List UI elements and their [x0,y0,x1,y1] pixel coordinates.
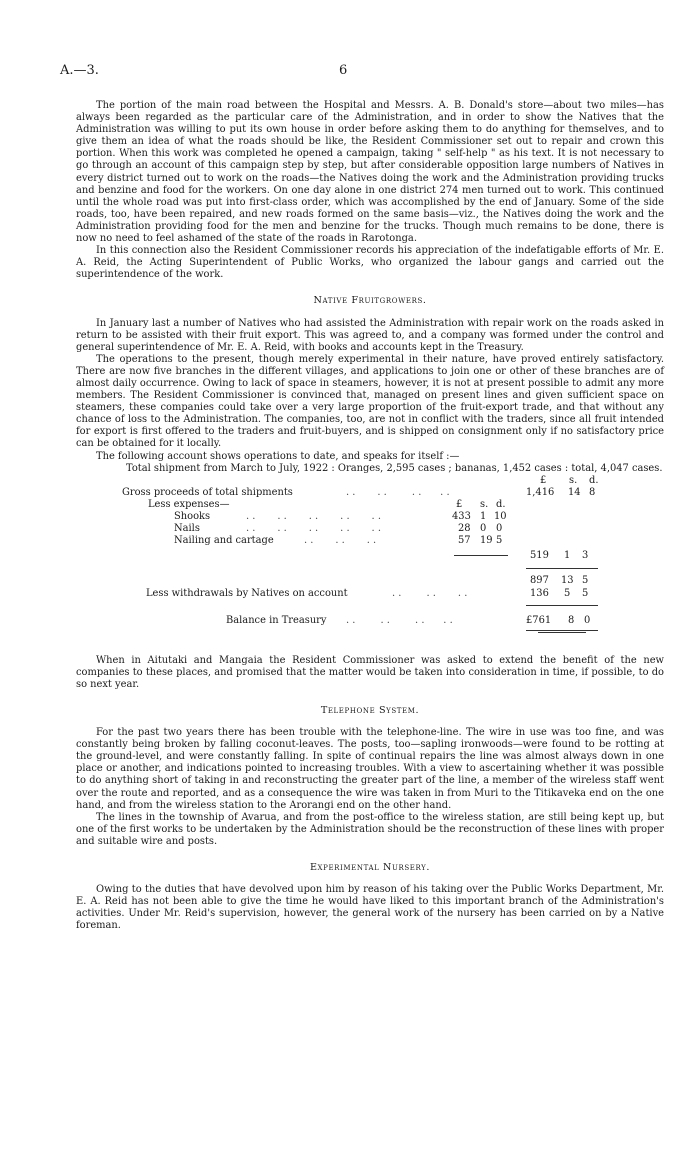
col-header-shillings: s. [569,474,578,486]
balance-double-rule-1 [526,630,598,631]
paragraph: The operations to the present, though merely experimental in their nature, have proved entirely satisfactory. There are now five branches in the different villages, and applications to join one or other of these branches are of almost daily occurrence. Owing to lack of space in steamers, however, it is not at present possible to admit any more members. The Resident Commissioner is convinced that, managed on present lines and given sufficient space on steamers, these companies could take over a very large proportion of the fruit-export trade, and that without any chance of loss to the Administration. The companies, too, are not in conflict with the traders, since all fruit intended for export is first offered to the traders and fruit-buyers, and is shipped on consignment only if no satisfactory price can be obtained for it locally. [76,353,664,450]
paragraph: For the past two years there has been trouble with the telephone-line. The wire in use was too fine, and was constantly being broken by falling coconut-leaves. The posts, too—sapling ironwoods—were found to be rotting at the ground-level, and were constantly falling. In spite of continual repairs the line was almost always down in one place or another, and indications pointed to increasing troubles. With a view to ascertaining whether it was possible to do anything short of taking in and reconstructing the greater part of the line, a member of the wireless staff went over the route and reported, and as a consequence the wire was taken in from Muri to the Titikaveka end on the one hand, and from the wireless station to the Arorangi end on the other hand. [76,727,664,811]
expense-row: Nails . . . . . . . . . . 28 0 0 [174,522,503,534]
page-number: 6 [339,63,348,78]
account-row-withdrawals: Less withdrawals by Natives on account . . . . . . 136 5 5 [146,587,589,599]
account-row-expenses-total: 519 1 3 [530,549,589,561]
account-table [76,475,664,655]
paragraph: In this connection also the Resident Commissioner records his appreciation of the indefatigable efforts of Mr. E. A. Reid, the Acting Superintendent of Public Works, who organized the labour gangs and carried out the superintendence of the work. [76,245,664,281]
paragraph: Owing to the duties that have devolved upon him by reason of his taking over the Public Works Department, Mr. E. A. Reid has not been able to give the time he would have liked to this important branch of the Administration's activities. Under Mr. Reid's supervision, however, the general work of the nursery has been carried on by a Native foreman. [76,884,664,932]
sub-col-pounds: £ [456,498,463,510]
paragraph: The lines in the township of Avarua, and from the post-office to the wireless station, are still being kept up, but one of the first works to be undertaken by the Administration should be the reconstruction of these lines with proper and suitable wire and posts. [76,811,664,847]
section-heading-fruitgrowers: Native Fruitgrowers. [313,295,427,307]
expense-row: Nailing and cartage . . . . . . 57 19 5 [174,534,503,546]
paragraph: The following account shows operations to date, and speaks for itself :— [96,450,460,462]
document-body [76,100,664,933]
sub-col-shillings: s. [480,498,489,510]
account-row-less-expenses: Less expenses— £ s. d. [148,498,506,510]
shipment-line: Total shipment from March to July, 1922 : Oranges, 2,595 cases ; bananas, 1,452 cases : total, 4,047 cases. [126,462,663,474]
paragraph: When in Aitutaki and Mangaia the Resident Commissioner was asked to extend the benefit of the new companies to these places, and promised that the matter would be taken into consideration in time, if possible, to do so next year. [76,654,664,690]
expense-row: Shooks . . . . . . . . . . 433 1 10 [174,510,507,522]
account-row-balance: Balance in Treasury . . . . . . . . £761 8 0 [226,614,591,626]
sub-col-pence: d. [496,498,506,510]
col-header-pence: d. [589,474,599,486]
section-heading-telephone: Telephone System. [320,705,420,716]
paragraph: The portion of the main road between the Hospital and Messrs. A. B. Donald's store—about two miles—has always been regarded as the particular care of the Administration, and in order to show the Natives that the Administration was willing to put its own house in order before asking them to do anything for themselves, and to give them an idea of what the roads should be like, the Resident Commissioner set out to repair and crown this portion. When this work was completed he opened a campaign, taking " self-help " as his text. It is not necessary to go through an account of this campaign step by step, but after considerable opposition large numbers of Natives in every district turned out to work on the roads—the Natives doing the work and the Administration providing trucks and benzine and food for the workers. On one day alone in one district 274 men turned out to work. This continued until the whole road was put into first-class order, which was accomplished by the end of January. Some of the side roads, too, have been repaired, and new roads formed on the same basis—viz., the Natives doing the work and the Administration providing food for the men and benzine for the trucks. Though much remains to be done, there is now no need to feel ashamed of the state of the roads in Rarotonga. [76,100,664,245]
section-heading-nursery: Experimental Nursery. [309,862,431,874]
account-row-subtotal: 897 13 5 [530,574,589,586]
balance-rule [526,605,598,606]
col-header-pounds: £ [540,474,547,486]
total-rule [526,568,598,569]
paragraph: In January last a number of Natives who had assisted the Administration with repair work on the roads asked in return to be assisted with their fruit export. This was agreed to, and a company was formed under the control and general superintendence of Mr. E. A. Reid, with books and accounts kept in the Treasury. [76,317,664,353]
account-row-gross: Gross proceeds of total shipments . . . . . . . . 1,416 14 8 [122,486,596,498]
document-reference: A.—3. [60,63,99,78]
balance-double-rule-2 [538,632,586,633]
